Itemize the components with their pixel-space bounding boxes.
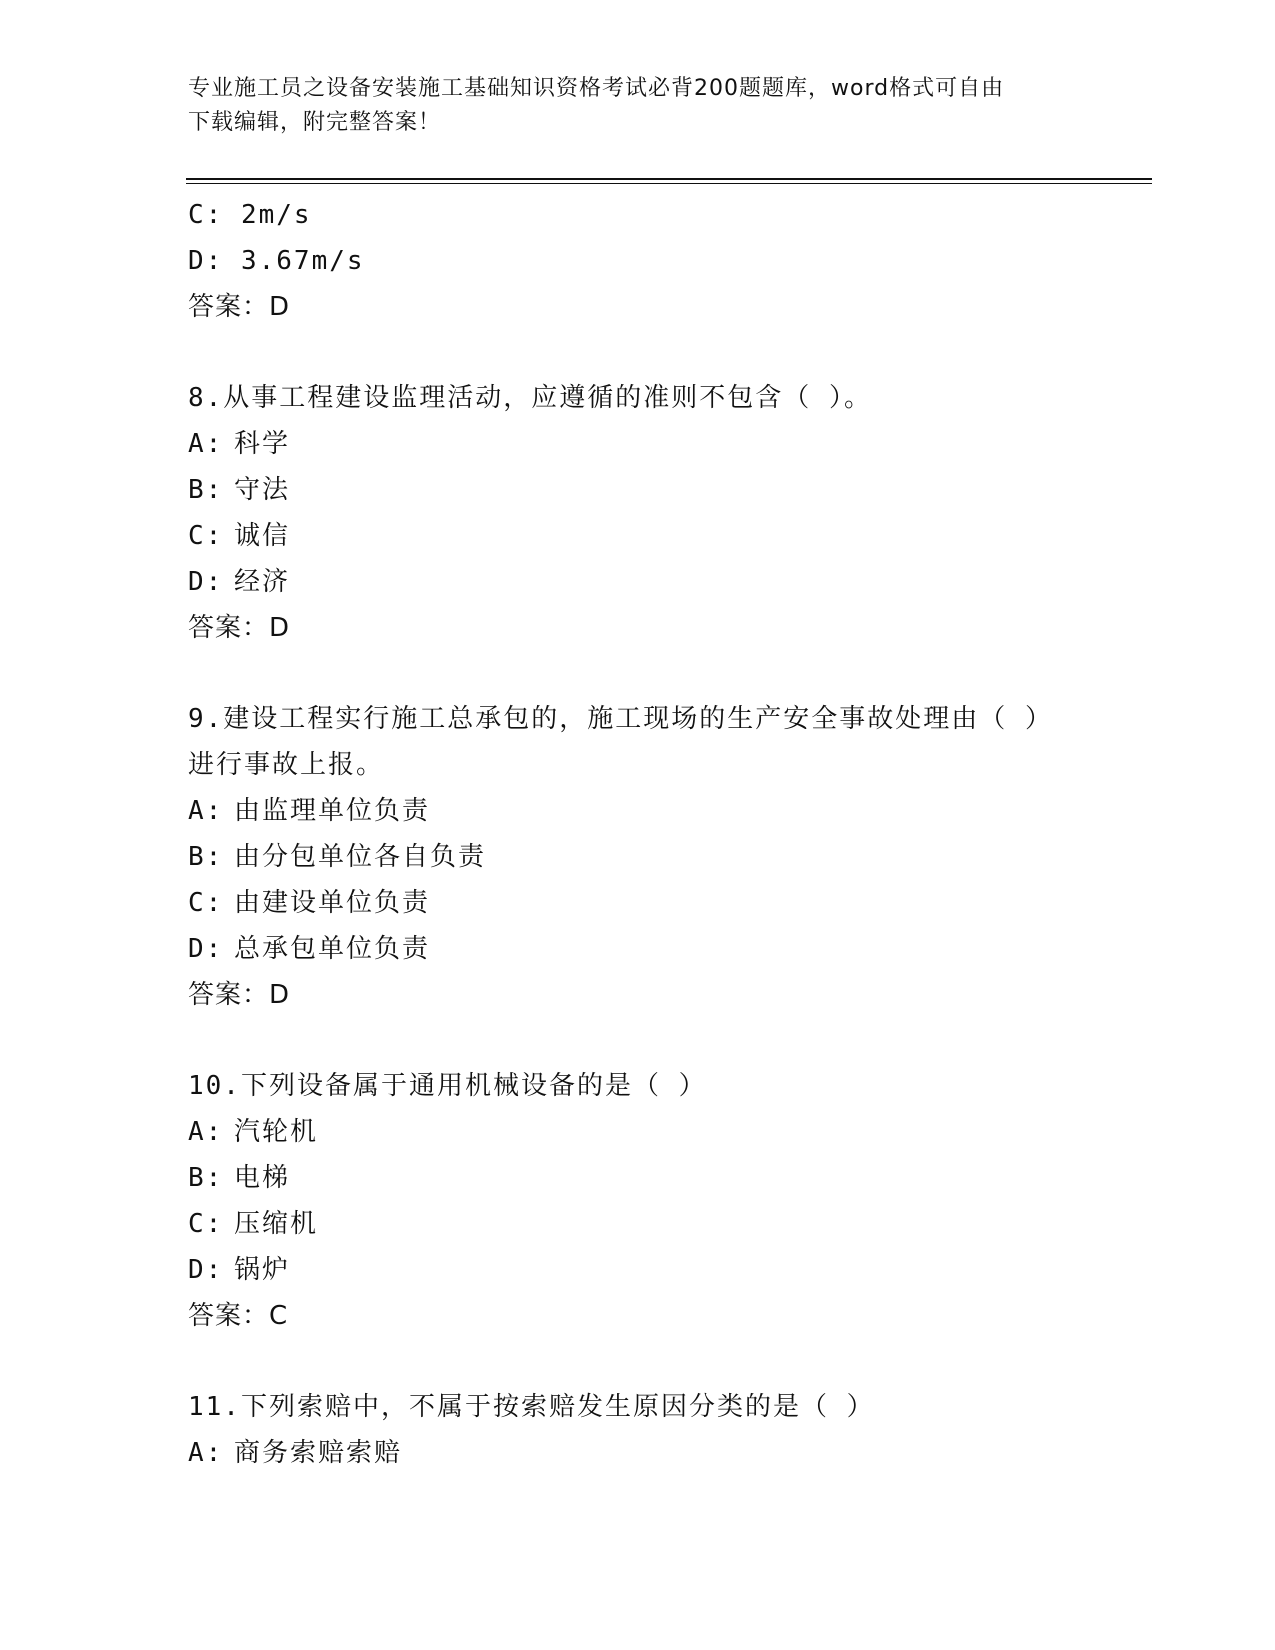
question-stem: 11.下列索赔中，不属于按索赔发生原因分类的是（ ） bbox=[188, 1392, 875, 1422]
header-title-line1: 专业施工员之设备安装施工基础知识资格考试必背200题题库，word格式可自由 bbox=[188, 76, 1005, 101]
option-text: 由建设单位负责 bbox=[234, 888, 431, 918]
option-d bbox=[188, 559, 1148, 605]
option-text: 电梯 bbox=[234, 1163, 291, 1193]
option-b bbox=[188, 834, 1148, 880]
option-a bbox=[188, 1430, 1148, 1476]
option-text: 守法 bbox=[234, 475, 291, 505]
option-text: 诚信 bbox=[234, 521, 291, 551]
option-key: A: bbox=[188, 1117, 224, 1147]
option-d bbox=[188, 926, 1148, 972]
question-stem: 8.从事工程建设监理活动，应遵循的准则不包含（ ）。 bbox=[188, 383, 872, 413]
spacer bbox=[188, 651, 1148, 696]
answer-label: 答案：D bbox=[188, 292, 291, 322]
option-b bbox=[188, 1155, 1148, 1201]
question-7-tail bbox=[188, 192, 1148, 330]
question-10 bbox=[188, 1063, 1148, 1339]
spacer bbox=[188, 1339, 1148, 1384]
option-key: D: bbox=[188, 934, 224, 964]
answer-label: 答案：C bbox=[188, 1301, 289, 1331]
option-key: C: bbox=[188, 1209, 224, 1239]
option-key: A: bbox=[188, 1438, 224, 1468]
option-text: 经济 bbox=[234, 567, 291, 597]
option-text: 由监理单位负责 bbox=[234, 796, 431, 826]
option-text: 由分包单位各自负责 bbox=[234, 842, 487, 872]
option-key: B: bbox=[188, 842, 224, 872]
option-b bbox=[188, 467, 1148, 513]
option-a bbox=[188, 1109, 1148, 1155]
option-key: B: bbox=[188, 1163, 224, 1193]
option-a bbox=[188, 421, 1148, 467]
question-stem: 10.下列设备属于通用机械设备的是（ ） bbox=[188, 1071, 707, 1101]
option-text: 压缩机 bbox=[234, 1209, 319, 1239]
header-divider-thick bbox=[186, 178, 1152, 180]
question-stem-line1: 9.建设工程实行施工总承包的，施工现场的生产安全事故处理由（ ） bbox=[188, 704, 1053, 734]
option-c bbox=[188, 880, 1148, 926]
option-key: A: bbox=[188, 796, 224, 826]
question-stem-line2: 进行事故上报。 bbox=[188, 750, 385, 780]
option-c bbox=[188, 1201, 1148, 1247]
header-title-line2: 下载编辑，附完整答案！ bbox=[188, 110, 442, 135]
option-key: C: bbox=[188, 888, 224, 918]
spacer bbox=[188, 330, 1148, 375]
option-text: 汽轮机 bbox=[234, 1117, 319, 1147]
option-text: 锅炉 bbox=[234, 1255, 291, 1285]
option-key: C: bbox=[188, 521, 224, 551]
answer-label: 答案：D bbox=[188, 980, 291, 1010]
option-d: D: 3.67m/s bbox=[188, 246, 365, 276]
option-key: D: bbox=[188, 567, 224, 597]
question-9 bbox=[188, 696, 1148, 1018]
question-8 bbox=[188, 375, 1148, 651]
option-c: C: 2m/s bbox=[188, 200, 312, 230]
spacer bbox=[188, 1018, 1148, 1063]
option-text: 总承包单位负责 bbox=[234, 934, 431, 964]
document-header bbox=[188, 72, 1088, 140]
option-text: 科学 bbox=[234, 429, 291, 459]
header-divider-thin bbox=[186, 183, 1152, 184]
question-11 bbox=[188, 1384, 1148, 1476]
option-text: 商务索赔索赔 bbox=[234, 1438, 403, 1468]
question-list bbox=[188, 192, 1148, 1476]
option-d bbox=[188, 1247, 1148, 1293]
answer-label: 答案：D bbox=[188, 613, 291, 643]
option-a bbox=[188, 788, 1148, 834]
option-key: D: bbox=[188, 1255, 224, 1285]
option-c bbox=[188, 513, 1148, 559]
option-key: A: bbox=[188, 429, 224, 459]
option-key: B: bbox=[188, 475, 224, 505]
